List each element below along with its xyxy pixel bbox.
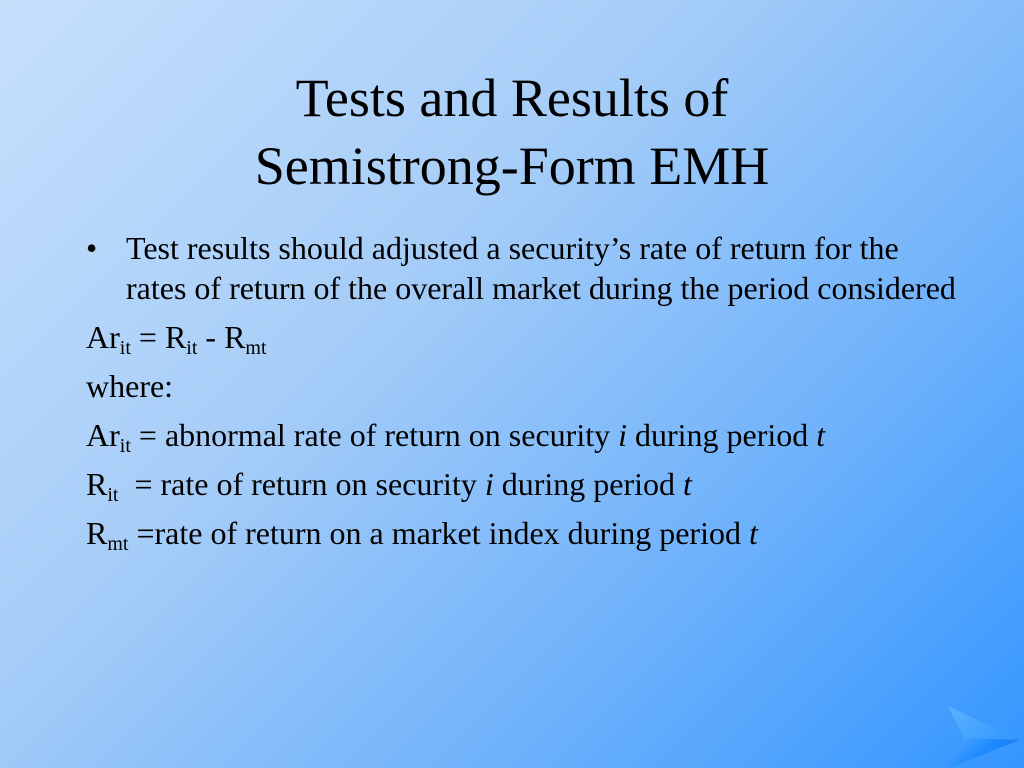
- def-ar-mid: during period: [626, 417, 817, 453]
- definition-market-return: [86, 513, 966, 553]
- bullet-item: [86, 228, 966, 308]
- slide-title: [0, 64, 1024, 200]
- def-r-sub: it: [107, 484, 119, 506]
- formula-sub-mt: mt: [245, 337, 267, 359]
- def-rm-sub: mt: [107, 533, 129, 555]
- def-rm-t: t: [748, 515, 758, 551]
- next-slide-button[interactable]: [946, 704, 1022, 768]
- def-ar-t: t: [816, 417, 826, 453]
- def-rm-symbol: R: [86, 515, 108, 551]
- def-r-symbol: R: [86, 466, 108, 502]
- next-arrow-icon: [946, 704, 1022, 768]
- slide-body: [86, 228, 966, 553]
- bullet-marker: •: [86, 230, 98, 266]
- title-line-2: Semistrong-Form EMH: [254, 136, 770, 196]
- formula-minus: - R: [197, 319, 246, 355]
- where-label: where:: [86, 368, 174, 404]
- formula-ar: Ar: [86, 319, 120, 355]
- def-r-i: i: [484, 466, 494, 502]
- def-ar-i: i: [618, 417, 627, 453]
- formula-line: [86, 317, 966, 357]
- def-r-t: t: [683, 466, 692, 502]
- definition-security-return: [86, 464, 966, 504]
- def-r-text: = rate of return on security: [118, 466, 485, 502]
- bullet-text: Test results should adjusted a security’s rate of return for the rates of return of the overall market during the period considered: [126, 230, 956, 306]
- def-ar-symbol: Ar: [86, 417, 120, 453]
- def-rm-text: =rate of return on a market index during period: [128, 515, 749, 551]
- def-ar-sub: it: [119, 435, 131, 457]
- formula-sub-it-2: it: [186, 337, 198, 359]
- def-ar-text: = abnormal rate of return on security: [130, 417, 619, 453]
- def-r-mid: during period: [493, 466, 684, 502]
- definition-abnormal-return: [86, 415, 966, 455]
- formula-eq: = R: [130, 319, 187, 355]
- title-line-1: Tests and Results of: [295, 68, 729, 128]
- formula-sub-it: it: [119, 337, 131, 359]
